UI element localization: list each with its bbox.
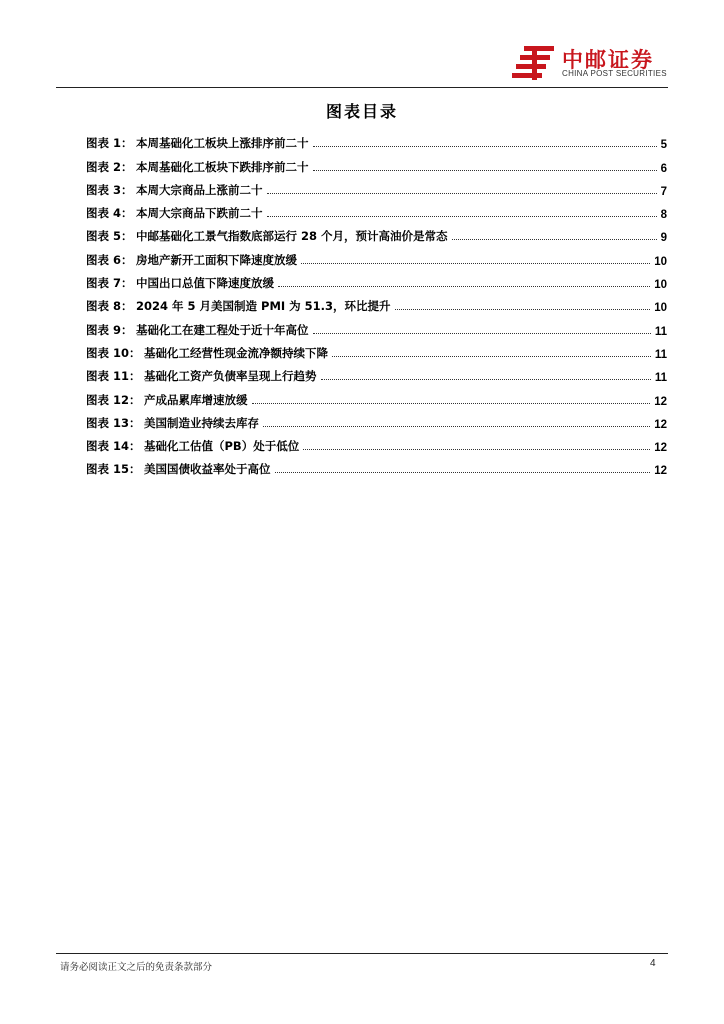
toc-entry-leader-dots: [275, 472, 651, 473]
toc-entry-title: 本周基础化工板块下跌排序前二十: [136, 159, 309, 174]
toc-entry-leader-dots: [313, 333, 651, 334]
toc-entry-label: [86, 159, 309, 175]
toc-entry-page: 12: [654, 418, 667, 431]
footer-divider: [56, 953, 668, 954]
toc-entry-label: [86, 461, 271, 477]
toc-entry-label: [86, 438, 299, 454]
toc-entry[interactable]: [86, 338, 667, 361]
toc-entry-page: 11: [654, 325, 667, 338]
toc-entry-label: [86, 322, 309, 338]
toc-entry-page: 8: [660, 209, 667, 222]
toc-title: 图表目录: [325, 102, 398, 121]
toc-entry-title: 中国出口总值下降速度放缓: [136, 276, 274, 291]
toc-entry-leader-dots: [313, 146, 657, 147]
toc-entry-title: 基础化工估值（PB）处于低位: [144, 439, 300, 454]
toc-entry[interactable]: [86, 454, 667, 477]
toc-entry-leader-dots: [332, 356, 651, 357]
toc-entry-leader-dots: [452, 239, 657, 240]
toc-entry-leader-dots: [252, 403, 651, 404]
toc-entry-leader-dots: [395, 309, 651, 310]
toc-entry-page: 5: [660, 139, 667, 152]
toc-entry-figure-number: 图表 12：: [86, 392, 141, 407]
toc-entry-title: 美国国债收益率处于高位: [144, 462, 271, 477]
header-divider: [56, 87, 668, 88]
toc-entry-label: [86, 252, 297, 268]
toc-entry-figure-number: 图表 4：: [86, 206, 133, 221]
toc-entry-page: 10: [654, 302, 667, 315]
toc-entry[interactable]: [86, 431, 667, 454]
toc-entry-leader-dots: [267, 193, 657, 194]
toc-entry-title: 基础化工经营性现金流净额持续下降: [144, 345, 328, 360]
toc-entry[interactable]: [86, 291, 667, 314]
toc-entry-title: 基础化工资产负债率呈现上行趋势: [144, 369, 317, 384]
toc-entry[interactable]: [86, 244, 667, 267]
toc-entry-title: 美国制造业持续去库存: [144, 415, 259, 430]
toc-entry[interactable]: [86, 151, 667, 174]
toc-entry-page: 10: [654, 279, 667, 292]
toc-entry-label: [86, 205, 263, 221]
brand-name-en: CHINA POST SECURITIES: [562, 69, 667, 78]
toc-entry-title: 基础化工在建工程处于近十年高位: [136, 322, 309, 337]
toc-entry-leader-dots: [263, 426, 650, 427]
toc-entry-figure-number: 图表 2：: [86, 159, 133, 174]
toc-entry-figure-number: 图表 10：: [86, 345, 141, 360]
company-logo: [512, 44, 672, 82]
toc-entry-page: 7: [660, 185, 667, 198]
toc-entry-label: [86, 275, 274, 291]
toc-entry[interactable]: [86, 221, 667, 244]
toc-entry-label: [86, 135, 309, 151]
toc-entry[interactable]: [86, 175, 667, 198]
page-number: 4: [650, 958, 656, 969]
toc-entry-figure-number: 图表 5：: [86, 229, 133, 244]
toc-entry-page: 12: [654, 442, 667, 455]
table-of-figures: [86, 128, 667, 477]
toc-entry-title: 产成品累库增速放缓: [144, 392, 248, 407]
toc-entry-leader-dots: [313, 170, 657, 171]
toc-entry-page: 12: [654, 395, 667, 408]
toc-entry[interactable]: [86, 408, 667, 431]
toc-entry-figure-number: 图表 9：: [86, 322, 133, 337]
toc-entry-label: [86, 392, 248, 408]
toc-entry-figure-number: 图表 3：: [86, 182, 133, 197]
toc-entry-figure-number: 图表 1：: [86, 136, 133, 151]
toc-entry-label: [86, 298, 391, 314]
toc-entry-title: 本周大宗商品上涨前二十: [136, 182, 263, 197]
toc-entry-page: 12: [654, 465, 667, 478]
footer-disclaimer: 请务必阅读正文之后的免责条款部分: [60, 962, 213, 973]
toc-entry-figure-number: 图表 7：: [86, 276, 133, 291]
toc-entry-label: [86, 415, 259, 431]
toc-entry[interactable]: [86, 198, 667, 221]
toc-entry[interactable]: [86, 314, 667, 337]
toc-entry-figure-number: 图表 8：: [86, 299, 133, 314]
toc-entry-leader-dots: [321, 379, 651, 380]
toc-entry[interactable]: [86, 128, 667, 151]
toc-entry-title: 中邮基础化工景气指数底部运行 28 个月，预计高油价是常态: [136, 229, 448, 244]
toc-entry-figure-number: 图表 15：: [86, 462, 141, 477]
toc-entry-leader-dots: [303, 449, 650, 450]
toc-entry-title: 本周基础化工板块上涨排序前二十: [136, 136, 309, 151]
brand-name-cn: 中邮证券: [562, 48, 654, 72]
toc-entry-figure-number: 图表 11：: [86, 369, 141, 384]
toc-entry-figure-number: 图表 13：: [86, 415, 141, 430]
toc-entry-title: 房地产新开工面积下降速度放缓: [136, 252, 297, 267]
toc-entry-page: 6: [660, 162, 667, 175]
toc-entry-figure-number: 图表 6：: [86, 252, 133, 267]
toc-entry-label: [86, 228, 448, 244]
toc-entry-label: [86, 182, 263, 198]
toc-entry-title: 2024 年 5 月美国制造 PMI 为 51.3，环比提升: [136, 299, 391, 314]
toc-entry-page: 10: [654, 255, 667, 268]
toc-entry-leader-dots: [267, 216, 657, 217]
toc-entry[interactable]: [86, 268, 667, 291]
toc-entry-label: [86, 345, 328, 361]
toc-entry-page: 9: [660, 232, 667, 245]
toc-entry-leader-dots: [278, 286, 650, 287]
toc-entry[interactable]: [86, 384, 667, 407]
toc-entry-page: 11: [654, 372, 667, 385]
toc-entry-leader-dots: [301, 263, 650, 264]
toc-entry-page: 11: [654, 348, 667, 361]
toc-entry-label: [86, 368, 317, 384]
china-post-logo-icon: [512, 44, 556, 82]
toc-entry-figure-number: 图表 14：: [86, 439, 141, 454]
toc-entry[interactable]: [86, 361, 667, 384]
toc-entry-title: 本周大宗商品下跌前二十: [136, 206, 263, 221]
